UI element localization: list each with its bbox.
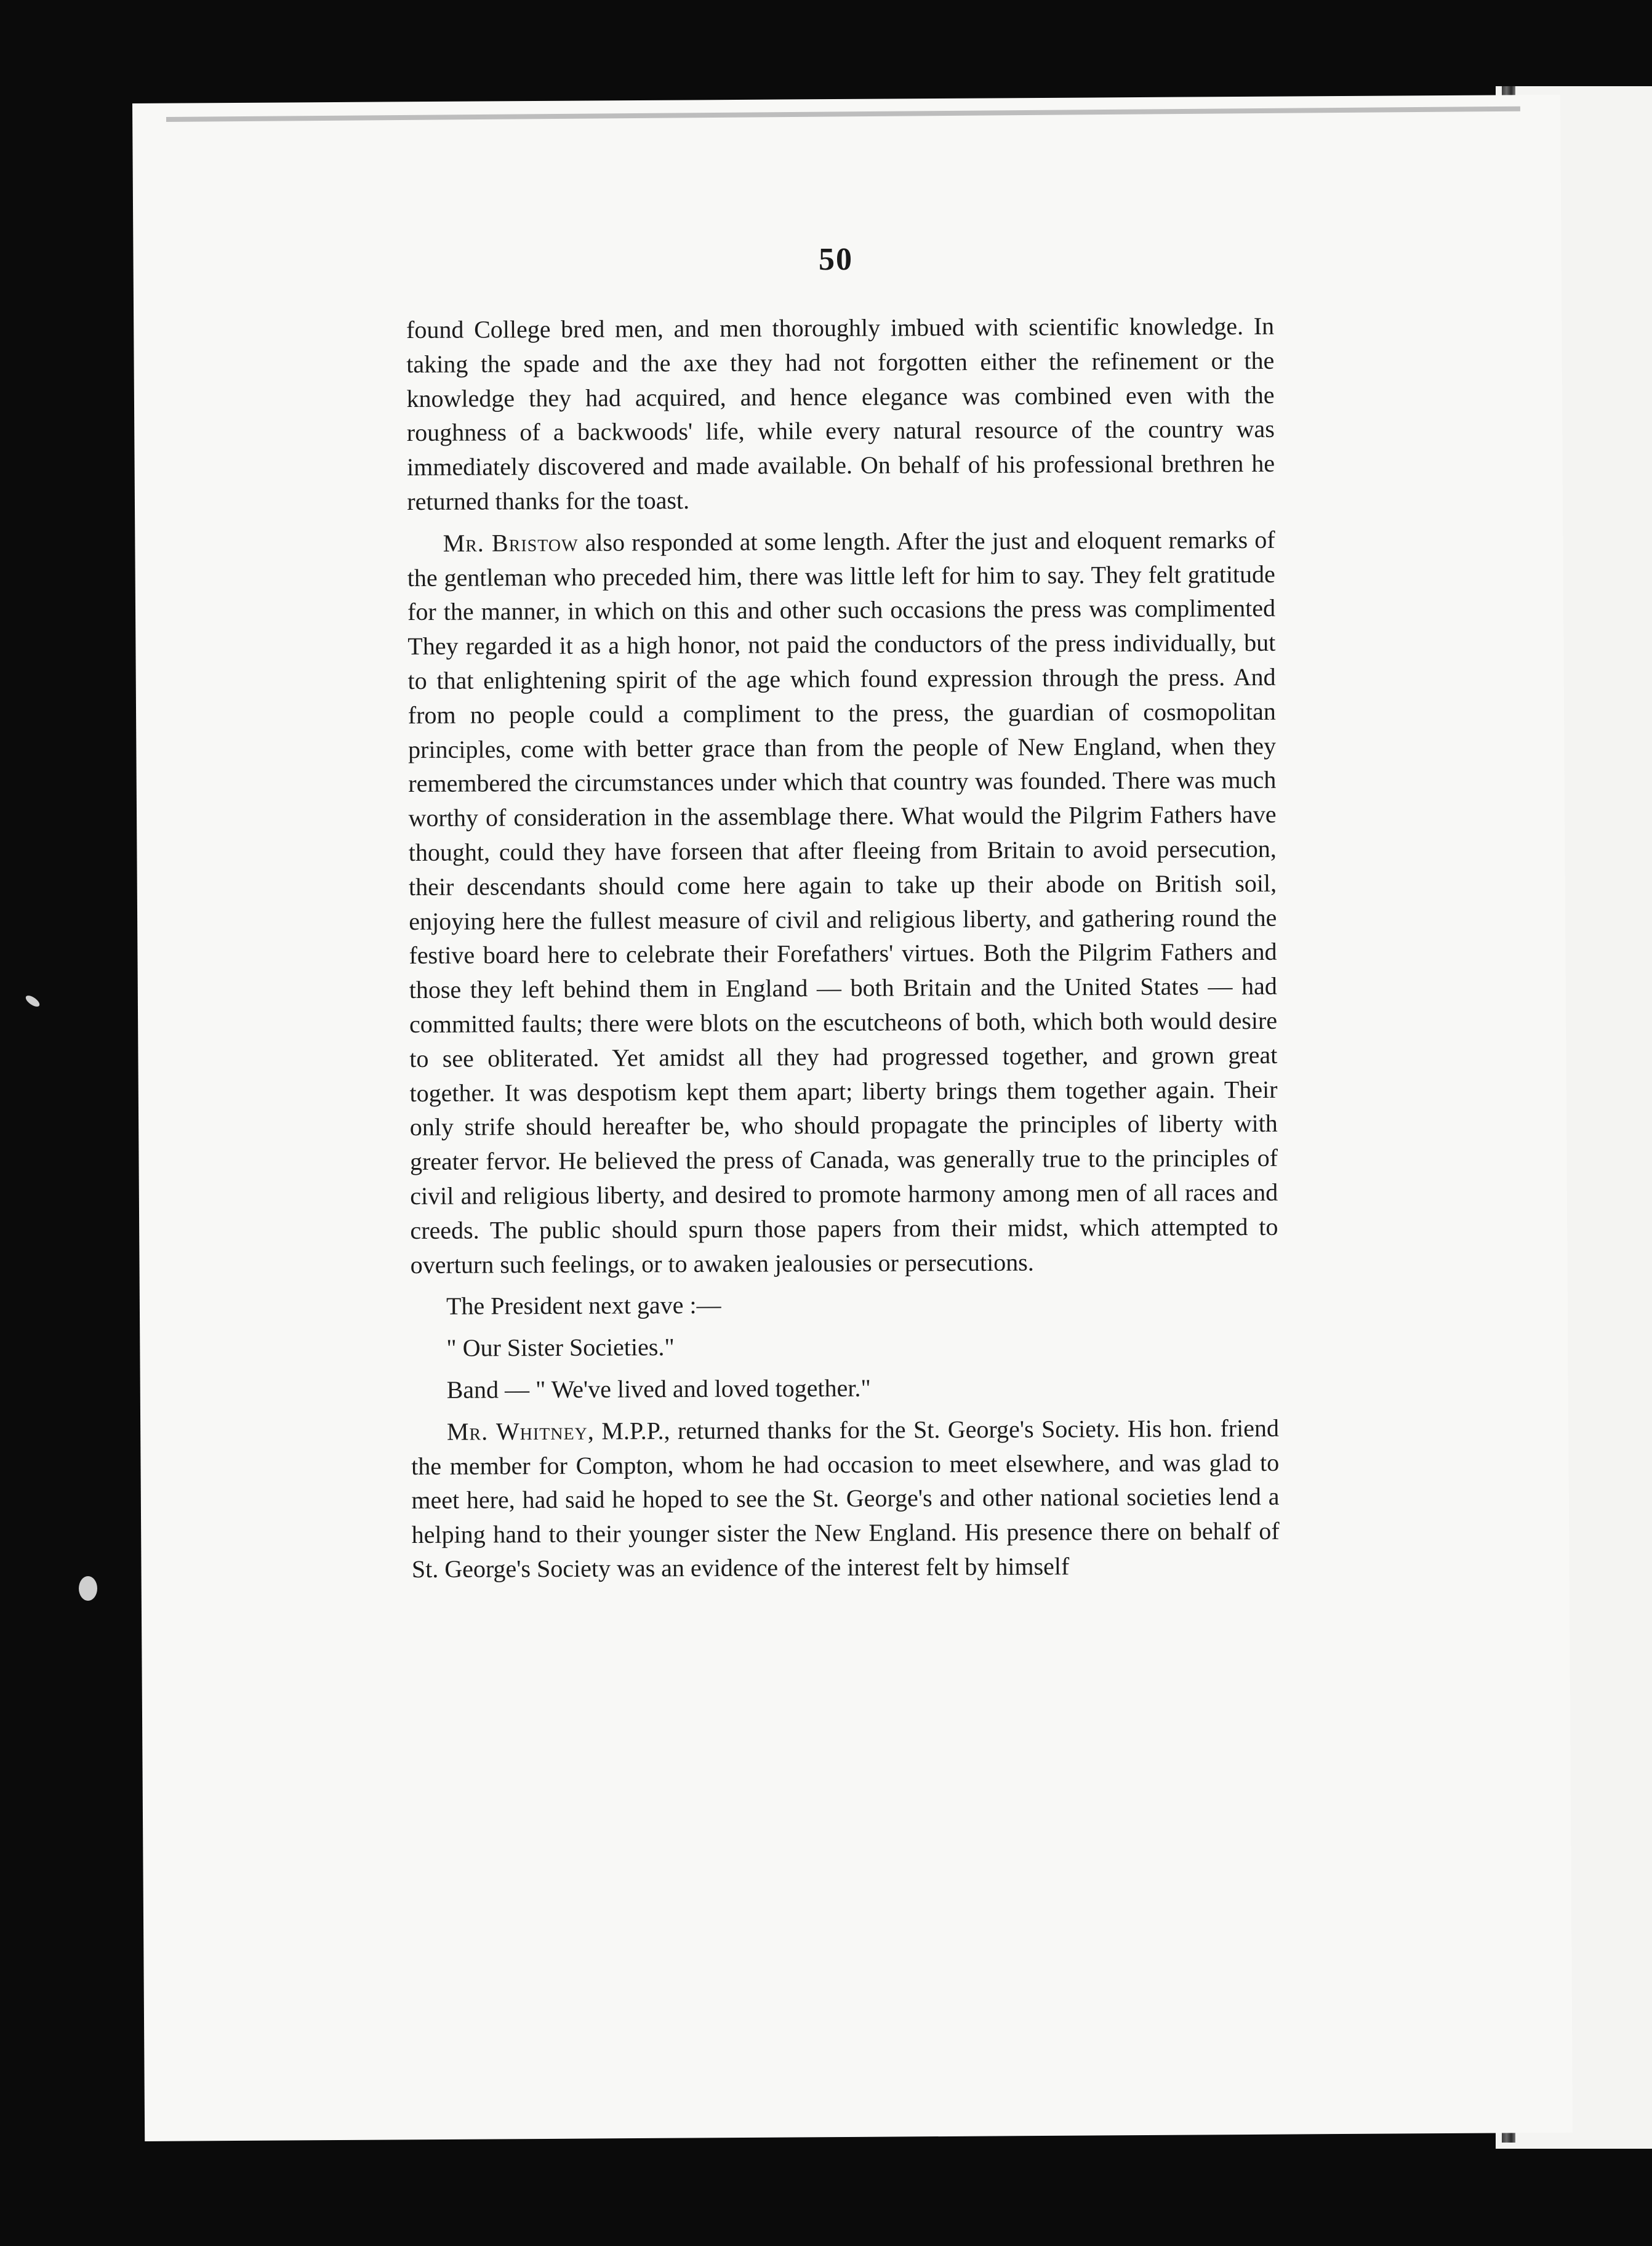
toast-line	[411, 1327, 1278, 1366]
page-number: 50	[819, 242, 853, 277]
paragraph-text: , M.P.P., returned thanks for the St. George's Society. His hon. friend the member for Compton, whom he had occasion to meet elsewhere, and was glad to meet here, had said he hoped to see the St. George's and other national societies lend a helping hand to their younger sister the New England. His presence there on behalf of St. George's Society was an evidence of the interest felt by himself	[411, 1414, 1280, 1583]
speaker-name: Mr. Bristow	[443, 528, 579, 557]
paragraph-text: also responded at some length. After the just and eloquent remarks of the gentleman who preceded him, there was little left for him to say. They felt gratitude for the manner, in which on this and other such occasions the press was complimented They regarded it as a high honor, not paid the conductors of the press individually, but to that enlightening spirit of the age which found expression through the press. And from no people could a compliment to the press, the guardian of cosmopolitan principles, come with better grace than from the people of New England, when they remembered the circumstances under which that country was founded. There was much worthy of consideration in the assemblage there. What would the Pilgrim Fathers have thought, could they have forseen that after fleeing from Britain to avoid persecution, their descendants should come here again to take up their abode on British soil, enjoying here the fullest measure of civil and religious liberty, and gathering round the festive board here to celebrate their Forefathers' virtues. Both the Pilgrim Fathers and those they left behind them in England — both Britain and the United States — had committed faults; there were blots on the escutcheons of both, which both would desire to see obliterated. Yet amidst all they had progressed together, and grown great together. It was despotism kept them apart; liberty brings them together again. Their only strife should hereafter be, who should propagate the principles of liberty with greater fervor. He believed the press of Canada, was generally true to the principles of civil and religious liberty, and desired to promote harmony among men of all races and creeds. The public should spurn those papers from their midst, which attempted to overturn such feelings, or to awaken jealousies or persecutions.	[407, 525, 1278, 1279]
paragraph-whitney	[411, 1411, 1280, 1587]
paragraph-1	[406, 309, 1275, 519]
paragraph-text: found College bred men, and men thoroughly imbued with scientific knowledge. In taking the spade and the axe they had not forgotten either the refinement or the knowledge they had acquired, and hence elegance was combined even with the roughness of a backwoods' life, while every natural resource of the country was immediately discovered and made available. On behalf of his professional brethren he returned thanks for the toast.	[406, 312, 1275, 515]
paragraph-president	[411, 1286, 1278, 1324]
speaker-name: Mr. Whitney	[446, 1417, 588, 1446]
scan-speck	[24, 994, 41, 1009]
paragraph-text: Band — " We've lived and loved together."	[446, 1374, 871, 1404]
paragraph-text: " Our Sister Societies."	[446, 1333, 675, 1362]
band-line	[411, 1369, 1279, 1407]
body-text	[406, 309, 1280, 1594]
paragraph-text: The President next gave :—	[446, 1291, 721, 1321]
scan-speck	[79, 1576, 97, 1601]
paragraph-bristow	[407, 523, 1278, 1282]
